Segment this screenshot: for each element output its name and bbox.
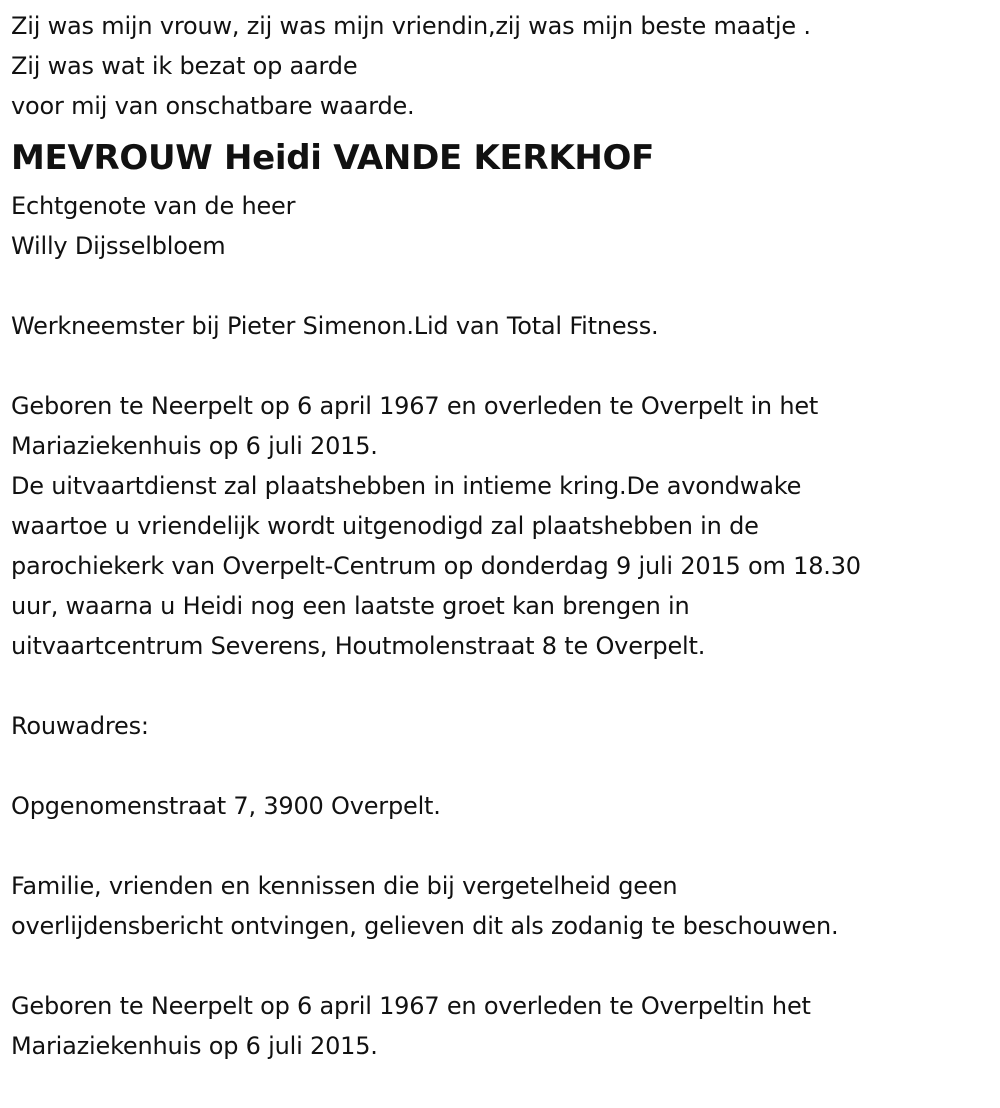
deceased-name-heading: MEVROUW Heidi VANDE KERKHOF bbox=[11, 138, 655, 178]
poem-line: voor mij van onschatbare waarde. bbox=[11, 92, 415, 120]
details-line: uitvaartcentrum Severens, Houtmolenstraat 8 te Overpelt. bbox=[11, 632, 706, 660]
obituary-document bbox=[11, 6, 991, 1066]
spouse-info bbox=[11, 186, 991, 266]
footer-line: Mariaziekenhuis op 6 juli 2015. bbox=[11, 1032, 378, 1060]
footer-details bbox=[11, 986, 991, 1066]
details-line: waartoe u vriendelijk wordt uitgenodigd zal plaatshebben in de bbox=[11, 512, 759, 540]
details-line: Geboren te Neerpelt op 6 april 1967 en overleden te Overpelt in het bbox=[11, 392, 819, 420]
poem-line: Zij was wat ik bezat op aarde bbox=[11, 52, 358, 80]
details-line: uur, waarna u Heidi nog een laatste groet kan brengen in bbox=[11, 592, 690, 620]
footer-line: Geboren te Neerpelt op 6 april 1967 en overleden te Overpeltin het bbox=[11, 992, 811, 1020]
spouse-line: Echtgenote van de heer bbox=[11, 192, 296, 220]
mourning-address-label: Rouwadres: bbox=[11, 712, 149, 740]
notice-line: Familie, vrienden en kennissen die bij vergetelheid geen bbox=[11, 872, 678, 900]
mourning-address: Opgenomenstraat 7, 3900 Overpelt. bbox=[11, 792, 441, 820]
notice-line: overlijdensbericht ontvingen, gelieven dit als zodanig te beschouwen. bbox=[11, 912, 839, 940]
details-line: De uitvaartdienst zal plaatshebben in intieme kring.De avondwake bbox=[11, 472, 802, 500]
details-line: parochiekerk van Overpelt-Centrum op donderdag 9 juli 2015 om 18.30 bbox=[11, 552, 861, 580]
birth-death-details bbox=[11, 386, 991, 666]
spouse-name: Willy Dijsselbloem bbox=[11, 232, 226, 260]
details-line: Mariaziekenhuis op 6 juli 2015. bbox=[11, 432, 378, 460]
notice bbox=[11, 866, 991, 946]
work-info: Werkneemster bij Pieter Simenon.Lid van Total Fitness. bbox=[11, 312, 659, 340]
poem bbox=[11, 6, 991, 126]
poem-line: Zij was mijn vrouw, zij was mijn vriendin,zij was mijn beste maatje . bbox=[11, 12, 811, 40]
